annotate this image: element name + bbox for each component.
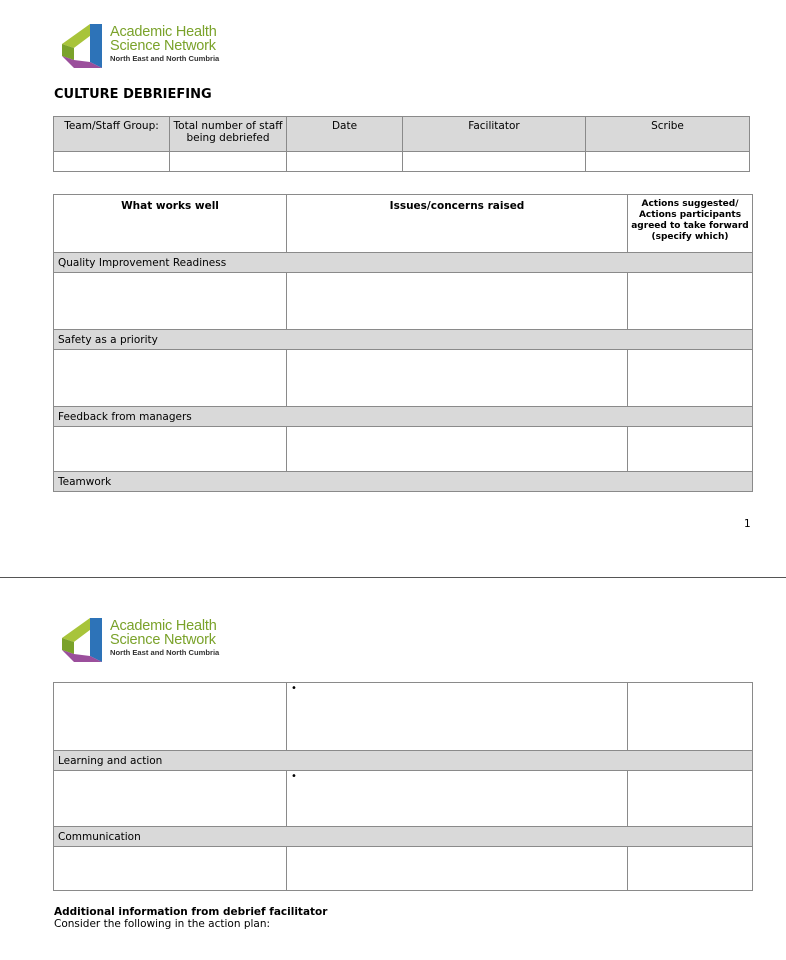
qi-works-well-cell[interactable]	[54, 273, 287, 330]
communication-works-well-cell[interactable]	[54, 847, 287, 891]
date-field[interactable]	[287, 152, 403, 172]
page-number: 1	[744, 518, 751, 530]
teamwork-issues-cell[interactable]	[287, 683, 628, 751]
ahsn-logo	[60, 22, 240, 72]
logo-subline: North East and North Cumbria	[110, 54, 220, 63]
logo-line-2: Science Network	[110, 632, 216, 648]
teamwork-works-well-cell[interactable]	[54, 683, 287, 751]
safety-works-well-cell[interactable]	[54, 350, 287, 407]
ahsn-logo-page-2	[60, 616, 240, 666]
additional-info-subtitle: Consider the following in the action plan:	[54, 918, 271, 930]
header-date: Date	[287, 117, 403, 152]
section-communication: Communication	[54, 827, 753, 847]
bullet: •	[291, 771, 297, 782]
header-actions: Actions suggested/ Actions participants agreed to take forward (specify which)	[628, 195, 753, 253]
header-total-staff: Total number of staff being debriefed	[170, 117, 287, 152]
section-learning-and-action: Learning and action	[54, 751, 753, 771]
header-facilitator: Facilitator	[403, 117, 586, 152]
section-safety-as-priority: Safety as a priority	[54, 330, 753, 350]
qi-actions-cell[interactable]	[628, 273, 753, 330]
page-2	[0, 578, 786, 960]
scribe-field[interactable]	[586, 152, 750, 172]
section-teamwork: Teamwork	[54, 472, 753, 492]
logo-line-2: Science Network	[110, 38, 216, 54]
feedback-issues-cell[interactable]	[287, 427, 628, 472]
logo-line-1: Academic Health	[110, 618, 217, 634]
teamwork-actions-cell[interactable]	[628, 683, 753, 751]
debrief-table-page-2	[53, 682, 753, 891]
logo-line-1: Academic Health	[110, 24, 217, 40]
bullet: •	[291, 683, 297, 694]
learning-actions-cell[interactable]	[628, 771, 753, 827]
logo-subline: North East and North Cumbria	[110, 648, 220, 657]
safety-actions-cell[interactable]	[628, 350, 753, 407]
section-quality-improvement-readiness: Quality Improvement Readiness	[54, 253, 753, 273]
facilitator-field[interactable]	[403, 152, 586, 172]
ahsn-logo-mark	[60, 616, 104, 664]
section-feedback-from-managers: Feedback from managers	[54, 407, 753, 427]
feedback-actions-cell[interactable]	[628, 427, 753, 472]
ahsn-logo-mark	[60, 22, 104, 70]
team-staff-group-field[interactable]	[54, 152, 170, 172]
learning-issues-cell[interactable]	[287, 771, 628, 827]
safety-issues-cell[interactable]	[287, 350, 628, 407]
header-what-works-well: What works well	[54, 195, 287, 253]
session-info-table	[53, 116, 750, 172]
communication-actions-cell[interactable]	[628, 847, 753, 891]
total-staff-field[interactable]	[170, 152, 287, 172]
header-scribe: Scribe	[586, 117, 750, 152]
qi-issues-cell[interactable]	[287, 273, 628, 330]
page-title: CULTURE DEBRIEFING	[54, 87, 212, 102]
additional-info-title: Additional information from debrief facilitator	[54, 906, 328, 918]
feedback-works-well-cell[interactable]	[54, 427, 287, 472]
communication-issues-cell[interactable]	[287, 847, 628, 891]
header-issues-concerns: Issues/concerns raised	[287, 195, 628, 253]
header-team-staff-group: Team/Staff Group:	[54, 117, 170, 152]
debrief-table-page-1	[53, 194, 753, 492]
learning-works-well-cell[interactable]	[54, 771, 287, 827]
